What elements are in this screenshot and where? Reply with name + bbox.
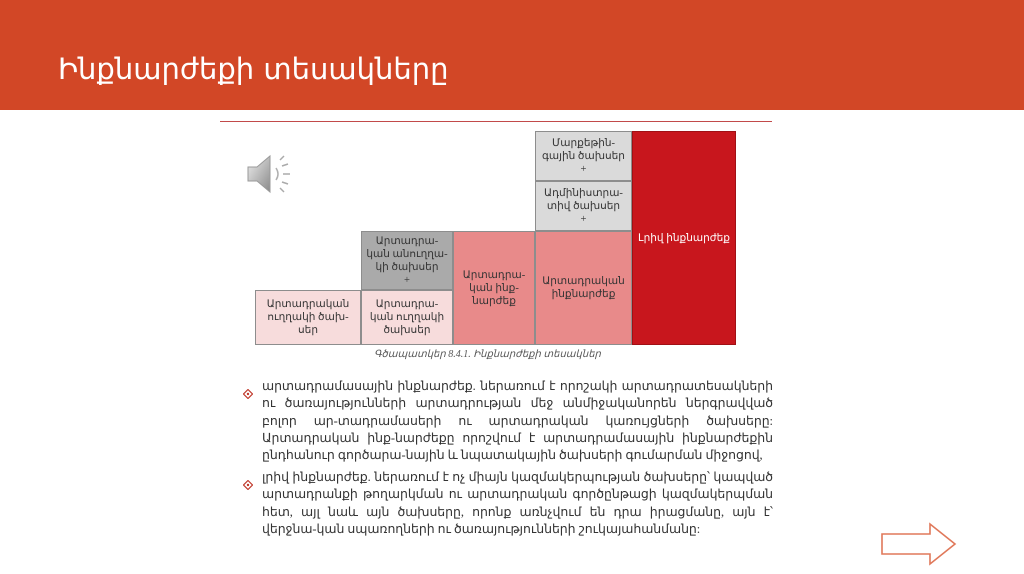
bullet-text-2: լրիվ ինքնարժեք. ներառում է ոչ միայն կազմակերպության ծախսերը՝ կապված արտադրանքի թողարկման ու արտադրական գործընթացի կազմակերպման հետ, այլ նաև այն ծախսերը, որոնք առնչվում են դրա իրացմանը, այն է՝ վերջնա-կան սպառողների ու ծառայությունների շուկայահանմանը: xyxy=(262,470,773,536)
box-label: Արտադրական ուղղակի ծախ-սեր xyxy=(266,299,350,336)
box-label: Մարքեթին-գային ծախսեր + xyxy=(542,137,625,175)
box-label: Արտադրա-կան անուղղա-կի ծախսեր + xyxy=(366,235,448,286)
box-label: Արտադրա-կան ուղղակի ծախսեր xyxy=(369,299,445,336)
box-full-cost xyxy=(632,131,736,345)
box-label: Լրիվ ինքնարժեք xyxy=(638,232,730,244)
diamond-bullet-icon xyxy=(243,475,253,485)
box-production-direct-costs xyxy=(361,290,453,345)
box-label: Արտադրա-կան ինք-նարժեք xyxy=(462,269,526,307)
bullet-text-1: արտադրամասային ինքնարժեք. ներառում է որոշակի արտադրատեսակների ու ծառայությունների արտադրության մեջ անմիջականորեն ներգրավված բոլոր ար-տադրամասերի ու արտադրական կառույցների ծախսերը: Արտադրական ինք-նարժեքը որոշվում է արտադրամասային ինքնարժեքին ընդհանուր գործարա-նային և նպատակային ծախսերի գումարման միջոցով, xyxy=(262,379,773,463)
box-marketing-costs xyxy=(535,131,632,181)
box-label: Արտադրական ինքնարժեք xyxy=(542,276,625,300)
box-administrative-costs xyxy=(535,181,632,231)
box-production-direct-costs-left xyxy=(255,290,361,345)
divider xyxy=(220,121,772,122)
slide-title: Ինքնարժեքի տեսակները xyxy=(58,52,449,86)
diamond-bullet-icon xyxy=(243,384,253,394)
box-production-indirect-costs xyxy=(361,231,453,290)
figure-caption: Գծապատկեր 8.4.1. Ինքնարժեքի տեսակներ xyxy=(374,349,601,360)
audio-speaker-icon[interactable] xyxy=(246,152,298,200)
next-slide-arrow-icon[interactable] xyxy=(880,522,958,570)
box-production-cost-short xyxy=(453,231,535,345)
box-production-cost xyxy=(535,231,632,345)
box-label: Ադմինիստրա-տիվ ծախսեր + xyxy=(544,187,623,225)
